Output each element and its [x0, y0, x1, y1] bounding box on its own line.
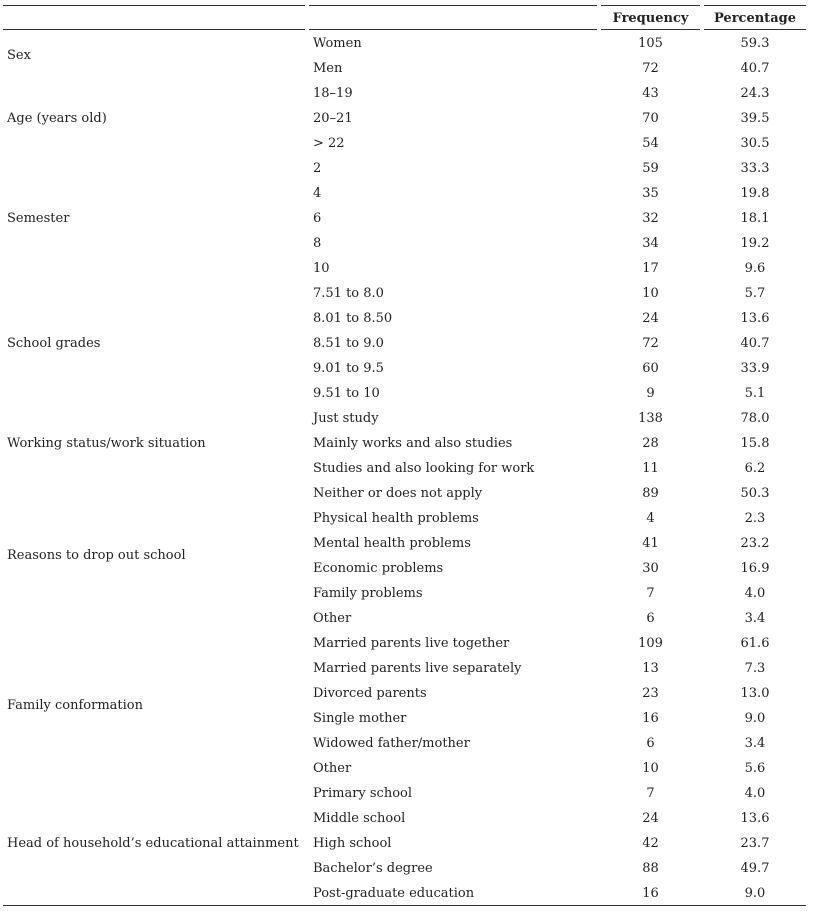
row-category: Post-graduate education [313, 886, 475, 901]
table-bottom-rule [3, 905, 806, 906]
row-category: 8.51 to 9.0 [313, 336, 384, 351]
row-percentage: 40.7 [740, 336, 770, 351]
row-percentage: 19.8 [740, 186, 770, 201]
row-category: Other [313, 761, 352, 776]
row-frequency: 109 [638, 636, 663, 651]
row-frequency: 11 [642, 461, 659, 476]
row-percentage: 13.6 [740, 311, 770, 326]
row-frequency: 10 [642, 286, 659, 301]
table-top-rule-freq [601, 5, 700, 6]
row-frequency: 32 [642, 211, 659, 226]
row-frequency: 41 [642, 536, 659, 551]
row-frequency: 28 [642, 436, 659, 451]
row-category: Economic problems [313, 561, 444, 576]
row-frequency: 16 [642, 711, 659, 726]
row-category: Single mother [313, 711, 407, 726]
row-percentage: 49.7 [740, 861, 770, 876]
table-top-rule-pct [704, 5, 806, 6]
row-frequency: 72 [642, 61, 659, 76]
row-category: 20–21 [313, 111, 353, 126]
row-percentage: 6.2 [744, 461, 766, 476]
row-percentage: 5.7 [744, 286, 766, 301]
group-label: Working status/work situation [7, 435, 206, 451]
row-frequency: 42 [642, 836, 659, 851]
row-frequency: 13 [642, 661, 659, 676]
row-category: Divorced parents [313, 686, 427, 701]
row-percentage: 50.3 [740, 486, 770, 501]
row-percentage: 33.3 [740, 161, 770, 176]
row-percentage: 78.0 [740, 411, 770, 426]
row-category: Married parents live together [313, 636, 510, 651]
row-category: 10 [313, 261, 330, 276]
row-frequency: 24 [642, 311, 659, 326]
header-rule-freq [601, 29, 700, 30]
row-percentage: 40.7 [740, 61, 770, 76]
row-frequency: 6 [646, 736, 655, 751]
row-frequency: 89 [642, 486, 659, 501]
table-top-rule-left [3, 5, 305, 6]
header-frequency: Frequency [612, 11, 689, 26]
table-top-rule-mid [309, 5, 597, 6]
row-frequency: 138 [638, 411, 663, 426]
row-percentage: 15.8 [740, 436, 770, 451]
row-category: 4 [313, 186, 322, 201]
row-frequency: 16 [642, 886, 659, 901]
row-category: 18–19 [313, 86, 353, 101]
row-percentage: 61.6 [740, 636, 770, 651]
row-percentage: 16.9 [740, 561, 770, 576]
row-percentage: 30.5 [740, 136, 770, 151]
row-percentage: 13.0 [740, 686, 770, 701]
row-percentage: 33.9 [740, 361, 770, 376]
row-category: Physical health problems [313, 511, 479, 526]
row-category: Married parents live separately [313, 661, 522, 676]
row-percentage: 23.7 [740, 836, 770, 851]
row-frequency: 10 [642, 761, 659, 776]
row-category: 9.01 to 9.5 [313, 361, 384, 376]
row-frequency: 6 [646, 611, 655, 626]
group-label: School grades [7, 335, 101, 351]
row-category: > 22 [313, 136, 345, 151]
row-category: Studies and also looking for work [313, 461, 535, 476]
row-category: Just study [313, 411, 379, 426]
row-frequency: 59 [642, 161, 659, 176]
row-category: 8.01 to 8.50 [313, 311, 393, 326]
group-label: Age (years old) [7, 110, 107, 126]
row-percentage: 7.3 [744, 661, 766, 676]
row-percentage: 13.6 [740, 811, 770, 826]
row-frequency: 9 [646, 386, 655, 401]
row-percentage: 23.2 [740, 536, 770, 551]
row-category: Widowed father/mother [313, 736, 470, 751]
row-percentage: 3.4 [744, 611, 766, 626]
row-percentage: 5.6 [744, 761, 766, 776]
header-percentage: Percentage [714, 11, 796, 26]
row-percentage: 39.5 [740, 111, 770, 126]
row-category: Neither or does not apply [313, 486, 483, 501]
row-percentage: 24.3 [740, 86, 770, 101]
row-category: Mainly works and also studies [313, 436, 513, 451]
row-percentage: 19.2 [740, 236, 770, 251]
row-category: Other [313, 611, 352, 626]
row-percentage: 2.3 [744, 511, 766, 526]
row-category: 9.51 to 10 [313, 386, 380, 401]
row-frequency: 7 [646, 586, 655, 601]
group-label: Semester [7, 210, 70, 226]
row-category: Family problems [313, 586, 423, 601]
row-frequency: 88 [642, 861, 659, 876]
group-label: Reasons to drop out school [7, 548, 186, 563]
row-frequency: 54 [642, 136, 659, 151]
group-label: Head of household’s educational attainment [7, 835, 299, 851]
row-category: Mental health problems [313, 536, 471, 551]
group-label: Family conformation [7, 698, 143, 713]
row-frequency: 4 [646, 511, 655, 526]
row-frequency: 60 [642, 361, 659, 376]
row-category: High school [313, 836, 392, 851]
row-percentage: 9.0 [744, 711, 766, 726]
row-frequency: 34 [642, 236, 659, 251]
row-frequency: 35 [642, 186, 659, 201]
row-category: 2 [313, 161, 322, 176]
row-percentage: 4.0 [744, 786, 766, 801]
row-category: 6 [313, 211, 322, 226]
row-percentage: 3.4 [744, 736, 766, 751]
row-frequency: 24 [642, 811, 659, 826]
row-category: Middle school [313, 811, 406, 826]
row-frequency: 7 [646, 786, 655, 801]
row-frequency: 43 [642, 86, 659, 101]
row-category: Primary school [313, 786, 413, 801]
row-percentage: 5.1 [744, 386, 766, 401]
row-percentage: 59.3 [740, 36, 770, 51]
row-percentage: 9.6 [744, 261, 766, 276]
row-percentage: 18.1 [740, 211, 770, 226]
row-category: Men [313, 61, 343, 76]
group-label: Sex [7, 48, 31, 63]
row-percentage: 4.0 [744, 586, 766, 601]
header-rule-mid [309, 29, 597, 30]
row-frequency: 70 [642, 111, 659, 126]
row-category: Women [313, 36, 362, 51]
header-rule-left [3, 29, 305, 30]
row-category: Bachelor’s degree [313, 861, 433, 876]
row-frequency: 23 [642, 686, 659, 701]
row-frequency: 105 [638, 36, 663, 51]
row-frequency: 30 [642, 561, 659, 576]
row-category: 7.51 to 8.0 [313, 286, 384, 301]
row-category: 8 [313, 236, 322, 251]
row-frequency: 72 [642, 336, 659, 351]
row-percentage: 9.0 [744, 886, 766, 901]
row-frequency: 17 [642, 261, 659, 276]
header-rule-pct [704, 29, 806, 30]
